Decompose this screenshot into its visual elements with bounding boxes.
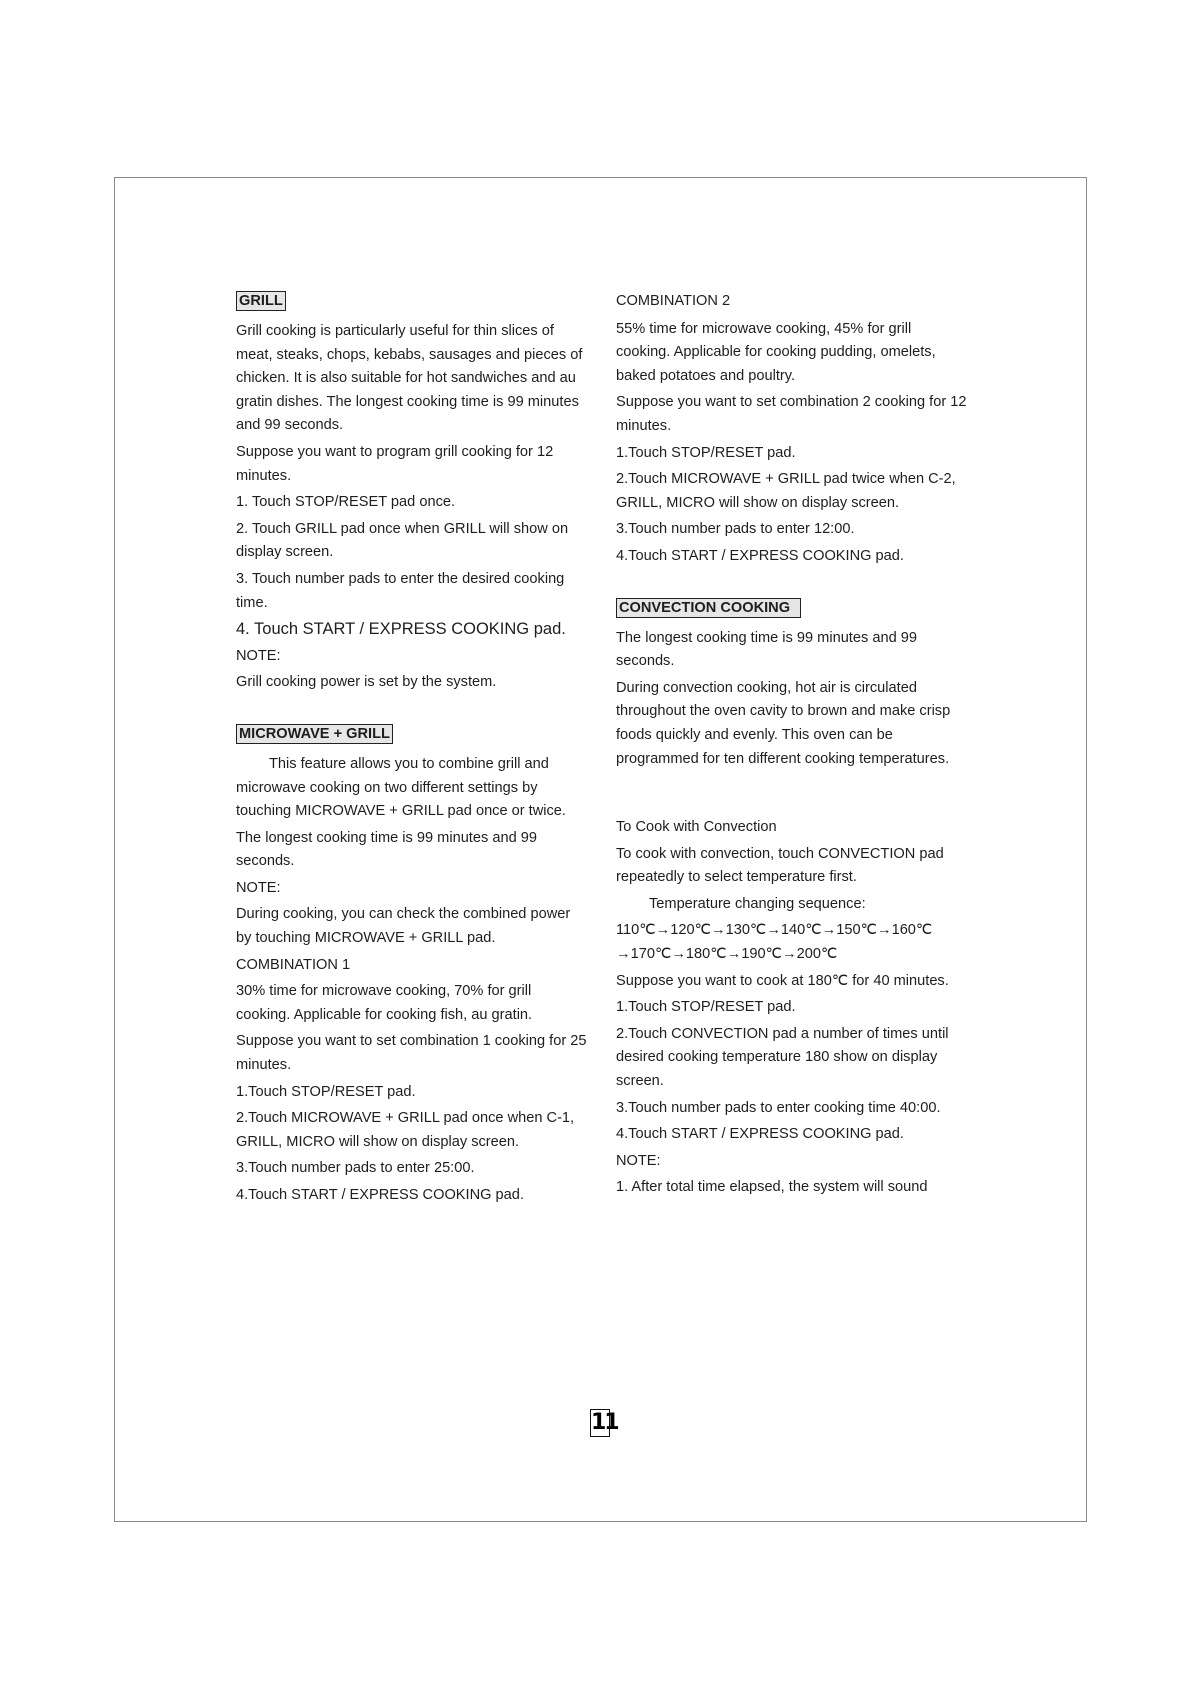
- convection-instruction: To cook with convection, touch CONVECTION pad repeatedly to select temperature first.: [616, 845, 944, 886]
- convection-step-4: 4.Touch START / EXPRESS COOKING pad.: [616, 1126, 904, 1143]
- temperature-sequence-label: Temperature changing sequence:: [649, 895, 866, 912]
- combination-1-title: COMBINATION 1: [236, 956, 351, 973]
- combination-1-step-2: 2.Touch MICROWAVE + GRILL pad once when C-1, GRILL, MICRO will show on display screen.: [236, 1110, 575, 1150]
- microwave-grill-note: During cooking, you can check the combined power by touching MICROWAVE + GRILL pad.: [236, 906, 571, 947]
- combination-2-desc: 55% time for microwave cooking, 45% for grill cooking. Applicable for cooking pudding, omelets, baked potatoes and poultry.: [616, 320, 936, 384]
- grill-step-4: 4. Touch START / EXPRESS COOKING pad.: [236, 620, 566, 639]
- grill-step-1: 1. Touch STOP/RESET pad once.: [236, 494, 456, 511]
- left-column: [236, 289, 588, 1211]
- temperature-sequence: 110℃→120℃→130℃→140℃→150℃→160℃ →170℃→180℃→190℃→200℃: [616, 922, 933, 963]
- combination-2-step-3: 3.Touch number pads to enter 12:00.: [616, 521, 855, 538]
- convection-suppose: Suppose you want to cook at 180℃ for 40 minutes.: [616, 972, 949, 989]
- convection-longest: The longest cooking time is 99 minutes and 99 seconds.: [616, 629, 917, 670]
- convection-step-1: 1.Touch STOP/RESET pad.: [616, 999, 796, 1016]
- grill-suppose: Suppose you want to program grill cooking for 12 minutes.: [236, 443, 554, 484]
- grill-heading: GRILL: [236, 291, 286, 311]
- convection-step-2: 2.Touch CONVECTION pad a number of times until desired cooking temperature 180 show on display screen.: [616, 1025, 949, 1090]
- microwave-grill-heading: MICROWAVE + GRILL: [236, 724, 393, 744]
- grill-step-3: 3. Touch number pads to enter the desired cooking time.: [236, 570, 565, 611]
- combination-2-title: COMBINATION 2: [616, 293, 731, 309]
- combination-1-desc: 30% time for microwave cooking, 70% for grill cooking. Applicable for cooking fish, au gratin.: [236, 983, 533, 1023]
- microwave-grill-intro: This feature allows you to combine grill and microwave cooking on two different settings by touching MICROWAVE + GRILL pad once or twice.: [236, 755, 566, 820]
- grill-intro: Grill cooking is particularly useful for thin slices of meat, steaks, chops, kebabs, sausages and pieces of chicken. It is also suitable for hot sandwiches and au gratin dishes. The longest cooking time is 99 minutes and 99 seconds.: [236, 323, 583, 434]
- grill-note-label: NOTE:: [236, 647, 281, 664]
- microwave-grill-note-label: NOTE:: [236, 879, 281, 896]
- combination-2-step-2: 2.Touch MICROWAVE + GRILL pad twice when C-2, GRILL, MICRO will show on display screen.: [616, 471, 956, 511]
- microwave-grill-longest: The longest cooking time is 99 minutes and 99 seconds.: [236, 829, 537, 870]
- combination-1-suppose: Suppose you want to set combination 1 cooking for 25 minutes.: [236, 1033, 587, 1074]
- combination-1-step-1: 1.Touch STOP/RESET pad.: [236, 1083, 416, 1100]
- page-number: 11: [591, 1410, 618, 1435]
- grill-note: Grill cooking power is set by the system.: [236, 674, 497, 691]
- convection-subtitle: To Cook with Convection: [616, 819, 777, 836]
- convection-note-label: NOTE:: [616, 1152, 661, 1169]
- convection-note: 1. After total time elapsed, the system will sound: [616, 1179, 928, 1196]
- convection-desc: During convection cooking, hot air is circulated throughout the oven cavity to brown and make crisp foods quickly and evenly. This oven can be programmed for ten different cooking temperatures.: [616, 679, 951, 767]
- combination-2-step-4: 4.Touch START / EXPRESS COOKING pad.: [616, 547, 904, 564]
- grill-step-2: 2. Touch GRILL pad once when GRILL will show on display screen.: [236, 520, 569, 561]
- combination-1-step-4: 4.Touch START / EXPRESS COOKING pad.: [236, 1187, 524, 1203]
- combination-2-step-1: 1.Touch STOP/RESET pad.: [616, 444, 796, 461]
- combination-1-step-3: 3.Touch number pads to enter 25:00.: [236, 1160, 475, 1177]
- convection-heading: CONVECTION COOKING: [616, 598, 801, 618]
- combination-2-suppose: Suppose you want to set combination 2 cooking for 12 minutes.: [616, 394, 967, 434]
- right-column: [616, 289, 968, 1203]
- convection-step-3: 3.Touch number pads to enter cooking time 40:00.: [616, 1099, 941, 1116]
